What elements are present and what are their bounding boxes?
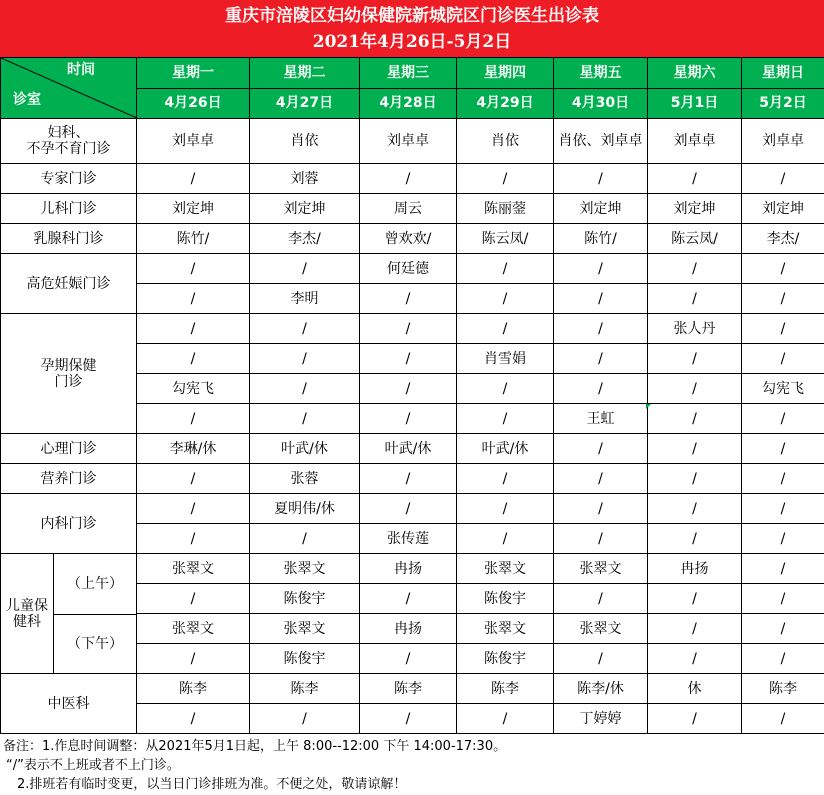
doctor-cell: 陈李 <box>250 674 360 704</box>
doctor-cell: / <box>457 404 554 434</box>
doctor-cell: 陈李 <box>360 674 457 704</box>
weekday-header: 星期四 <box>457 58 554 89</box>
title-line-2: 2021年4月26日-5月2日 <box>312 32 512 52</box>
department-label: 营养门诊 <box>40 470 97 487</box>
department-label: 专家门诊 <box>40 170 97 187</box>
doctor-cell: / <box>250 374 360 404</box>
schedule-row <box>1 119 824 164</box>
doctor-cell: / <box>457 284 554 314</box>
doctor-cell: / <box>360 164 457 194</box>
doctor-cell: / <box>360 404 457 434</box>
doctor-cell: 张人丹 <box>648 314 742 344</box>
doctor-cell: 李杰/ <box>250 224 360 254</box>
weekday-header: 星期二 <box>250 58 360 89</box>
doctor-cell: / <box>554 314 648 344</box>
weekday-header: 星期六 <box>648 58 742 89</box>
doctor-cell: / <box>457 254 554 284</box>
doctor-cell: / <box>137 314 250 344</box>
doctor-cell: 陈李 <box>137 674 250 704</box>
doctor-cell: / <box>554 464 648 494</box>
doctor-cell: / <box>742 554 824 584</box>
doctor-cell: 张翠文 <box>554 614 648 644</box>
doctor-cell: / <box>137 284 250 314</box>
doctor-cell: / <box>360 644 457 674</box>
doctor-cell: / <box>742 644 824 674</box>
weekday-header: 星期日 <box>742 58 824 89</box>
doctor-cell: / <box>250 404 360 434</box>
doctor-cell: / <box>250 344 360 374</box>
doctor-cell: / <box>648 704 742 734</box>
doctor-cell: / <box>554 494 648 524</box>
corner-room-label: 诊室 <box>13 92 41 108</box>
doctor-cell: / <box>457 524 554 554</box>
doctor-cell: / <box>137 404 250 434</box>
doctor-cell: / <box>554 284 648 314</box>
doctor-cell: / <box>457 314 554 344</box>
weekday-header: 星期一 <box>137 58 250 89</box>
doctor-cell: 陈俊宇 <box>250 644 360 674</box>
doctor-cell: 冉扬 <box>360 554 457 584</box>
doctor-cell: / <box>648 614 742 644</box>
doctor-cell: / <box>137 164 250 194</box>
doctor-cell: / <box>360 284 457 314</box>
doctor-cell: 张翠文 <box>554 554 648 584</box>
title-line-1: 重庆市涪陵区妇幼保健院新城院区门诊医生出诊表 <box>225 6 599 26</box>
doctor-cell: / <box>742 344 824 374</box>
doctor-cell: / <box>137 464 250 494</box>
doctor-cell: 冉扬 <box>360 614 457 644</box>
department-label: 心理门诊 <box>40 440 97 457</box>
doctor-cell: / <box>742 524 824 554</box>
schedule-table <box>0 57 824 734</box>
doctor-cell: 刘定坤 <box>554 194 648 224</box>
doctor-cell: / <box>742 434 824 464</box>
doctor-cell: 陈云凤/ <box>457 224 554 254</box>
doctor-cell: / <box>137 344 250 374</box>
doctor-cell: / <box>554 344 648 374</box>
doctor-cell: / <box>648 254 742 284</box>
doctor-cell: / <box>457 164 554 194</box>
doctor-cell: / <box>648 284 742 314</box>
date-header: 5月2日 <box>742 88 824 119</box>
doctor-cell: / <box>742 704 824 734</box>
department-label: 儿童保 健科 <box>6 597 48 630</box>
session-separator <box>53 614 136 615</box>
date-header: 4月27日 <box>250 88 360 119</box>
doctor-cell: / <box>250 524 360 554</box>
doctor-cell: 张翠文 <box>137 554 250 584</box>
schedule-row <box>1 194 824 224</box>
doctor-cell: 张翠文 <box>250 614 360 644</box>
doctor-cell: / <box>742 614 824 644</box>
doctor-cell: / <box>250 254 360 284</box>
doctor-cell: / <box>742 584 824 614</box>
doctor-cell: 肖依 <box>250 119 360 164</box>
schedule-title <box>0 0 824 57</box>
header-corner-cell <box>1 58 137 119</box>
doctor-cell: 陈李 <box>742 674 824 704</box>
doctor-cell: / <box>648 584 742 614</box>
doctor-cell: 刘卓卓 <box>137 119 250 164</box>
cell-comment-marker <box>646 404 651 409</box>
doctor-cell: / <box>360 704 457 734</box>
doctor-cell: / <box>137 644 250 674</box>
doctor-cell: / <box>554 434 648 464</box>
department-cell <box>1 494 137 554</box>
notes-block <box>0 737 824 794</box>
department-cell <box>1 119 137 164</box>
department-cell <box>1 314 137 434</box>
doctor-cell: 张翠文 <box>457 554 554 584</box>
session-label: （上午） <box>67 576 123 592</box>
session-label: （下午） <box>67 636 123 652</box>
doctor-cell: 冉扬 <box>648 554 742 584</box>
doctor-cell: / <box>648 374 742 404</box>
department-cell <box>1 434 137 464</box>
doctor-cell: / <box>457 494 554 524</box>
department-cell <box>1 554 137 674</box>
schedule-row <box>1 224 824 254</box>
date-header: 4月29日 <box>457 88 554 119</box>
schedule-row <box>1 164 824 194</box>
doctor-cell: / <box>137 494 250 524</box>
doctor-cell: / <box>457 374 554 404</box>
doctor-cell: / <box>554 644 648 674</box>
department-label: 孕期保健 门诊 <box>40 357 97 390</box>
date-header: 4月26日 <box>137 88 250 119</box>
doctor-cell: 周云 <box>360 194 457 224</box>
doctor-cell: 肖依、刘卓卓 <box>554 119 648 164</box>
department-label: 儿科门诊 <box>40 200 97 217</box>
date-header: 5月1日 <box>648 88 742 119</box>
doctor-cell: 李明 <box>250 284 360 314</box>
doctor-cell: / <box>360 344 457 374</box>
doctor-cell: / <box>457 704 554 734</box>
corner-time-label: 时间 <box>67 62 95 78</box>
department-cell <box>1 464 137 494</box>
doctor-cell: 刘卓卓 <box>648 119 742 164</box>
doctor-cell: 张翠文 <box>250 554 360 584</box>
doctor-cell: / <box>742 404 824 434</box>
doctor-cell: / <box>137 524 250 554</box>
doctor-cell: / <box>137 584 250 614</box>
doctor-cell: 张蓉 <box>250 464 360 494</box>
schedule-row <box>1 464 824 494</box>
doctor-cell: / <box>554 254 648 284</box>
department-cell <box>1 674 137 734</box>
doctor-cell: / <box>648 644 742 674</box>
doctor-cell: / <box>360 584 457 614</box>
doctor-cell: 肖雪娟 <box>457 344 554 374</box>
doctor-cell: / <box>250 704 360 734</box>
department-label: 中医科 <box>47 695 90 712</box>
weekday-header: 星期三 <box>360 58 457 89</box>
department-cell <box>1 254 137 314</box>
doctor-cell: 刘定坤 <box>137 194 250 224</box>
doctor-cell: / <box>648 524 742 554</box>
doctor-cell: 何廷德 <box>360 254 457 284</box>
doctor-cell: 夏明伟/休 <box>250 494 360 524</box>
doctor-cell: 张翠文 <box>457 614 554 644</box>
doctor-cell: 李杰/ <box>742 224 824 254</box>
doctor-cell: 刘定坤 <box>648 194 742 224</box>
doctor-cell: 叶武/休 <box>457 434 554 464</box>
doctor-cell: 王虹 <box>554 404 648 434</box>
doctor-cell: 李琳/休 <box>137 434 250 464</box>
doctor-cell: / <box>648 464 742 494</box>
doctor-cell: / <box>648 434 742 464</box>
doctor-cell: 刘卓卓 <box>360 119 457 164</box>
doctor-cell: 曾欢欢/ <box>360 224 457 254</box>
doctor-cell: / <box>648 344 742 374</box>
department-cell <box>1 164 137 194</box>
doctor-cell: 陈俊宇 <box>457 644 554 674</box>
doctor-cell: / <box>648 404 742 434</box>
doctor-cell: / <box>648 494 742 524</box>
doctor-cell: / <box>742 164 824 194</box>
department-label: 高危妊娠门诊 <box>26 275 111 292</box>
doctor-cell: / <box>554 584 648 614</box>
doctor-cell: / <box>250 314 360 344</box>
doctor-cell: 勾宪飞 <box>137 374 250 404</box>
doctor-cell: 陈竹/ <box>554 224 648 254</box>
doctor-cell: 刘蓉 <box>250 164 360 194</box>
doctor-cell: / <box>648 164 742 194</box>
doctor-cell: 叶武/休 <box>250 434 360 464</box>
doctor-cell: 陈丽蓥 <box>457 194 554 224</box>
doctor-cell: 勾宪飞 <box>742 374 824 404</box>
date-header: 4月28日 <box>360 88 457 119</box>
note-line-1: 备注：1.作息时间调整：从2021年5月1日起，上午 8:00--12:00 下午 14:00-17:30。 <box>3 739 507 754</box>
doctor-cell: 陈李 <box>457 674 554 704</box>
note-line-3: 2.排班若有临时变更，以当日门诊排班为准。不便之处，敬请谅解！ <box>17 777 407 792</box>
doctor-cell: 陈竹/ <box>137 224 250 254</box>
schedule-row <box>1 554 824 584</box>
doctor-cell: / <box>457 464 554 494</box>
doctor-cell: 陈俊宇 <box>457 584 554 614</box>
doctor-cell: / <box>742 284 824 314</box>
doctor-cell: 张传莲 <box>360 524 457 554</box>
doctor-cell: 休 <box>648 674 742 704</box>
doctor-cell: / <box>360 494 457 524</box>
doctor-cell: 丁婷婷 <box>554 704 648 734</box>
doctor-cell: / <box>360 374 457 404</box>
doctor-cell: / <box>554 524 648 554</box>
schedule-row <box>1 674 824 704</box>
schedule-row <box>1 254 824 284</box>
doctor-cell: / <box>137 704 250 734</box>
doctor-cell: / <box>742 464 824 494</box>
doctor-cell: 刘定坤 <box>742 194 824 224</box>
doctor-cell: / <box>742 254 824 284</box>
doctor-cell: / <box>742 314 824 344</box>
doctor-cell: 刘卓卓 <box>742 119 824 164</box>
doctor-cell: / <box>742 494 824 524</box>
doctor-cell: 陈云凤/ <box>648 224 742 254</box>
doctor-cell: 刘定坤 <box>250 194 360 224</box>
department-label: 内科门诊 <box>40 515 97 532</box>
schedule-row <box>1 494 824 524</box>
date-header: 4月30日 <box>554 88 648 119</box>
department-cell <box>1 224 137 254</box>
department-cell <box>1 194 137 224</box>
doctor-cell: 陈李/休 <box>554 674 648 704</box>
note-line-2: “/”表示不上班或者不上门诊。 <box>6 758 180 773</box>
doctor-cell: 陈俊宇 <box>250 584 360 614</box>
doctor-cell: 张翠文 <box>137 614 250 644</box>
schedule-row <box>1 434 824 464</box>
doctor-cell: 叶武/休 <box>360 434 457 464</box>
department-label: 妇科、 不孕不育门诊 <box>26 125 111 157</box>
weekday-header: 星期五 <box>554 58 648 89</box>
doctor-cell: / <box>137 254 250 284</box>
doctor-cell: / <box>360 314 457 344</box>
doctor-cell: / <box>554 164 648 194</box>
department-label: 乳腺科门诊 <box>33 230 104 247</box>
doctor-cell: / <box>360 464 457 494</box>
schedule-row <box>1 314 824 344</box>
doctor-cell: / <box>554 374 648 404</box>
doctor-cell: 肖依 <box>457 119 554 164</box>
